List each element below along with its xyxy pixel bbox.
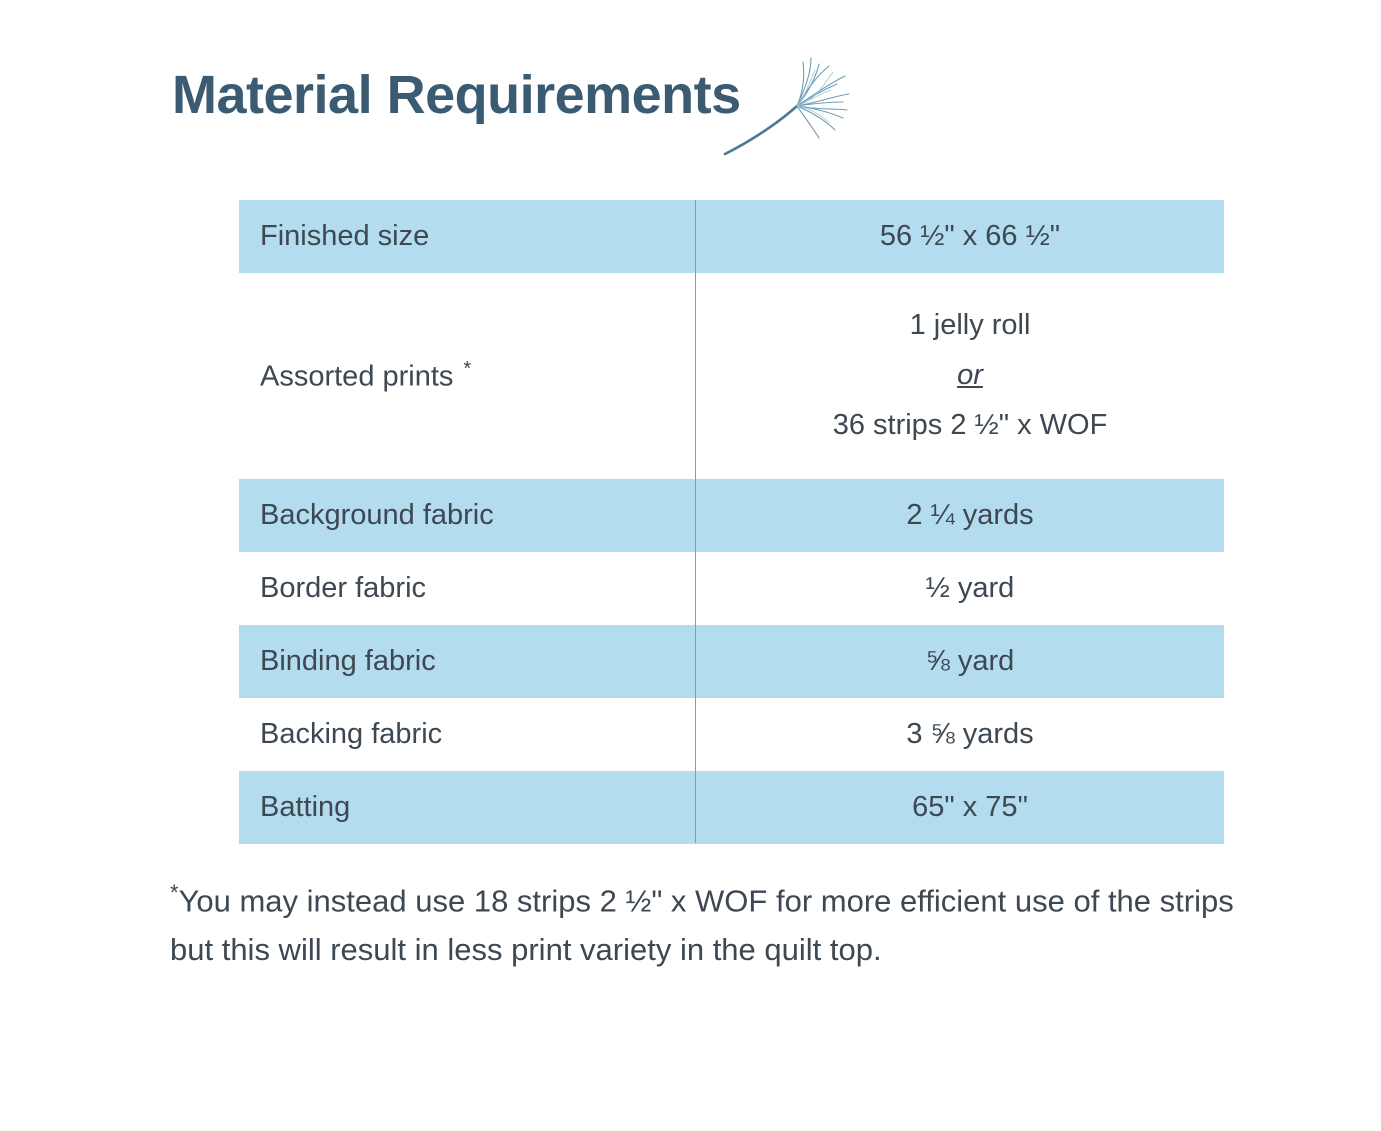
footnote-text: You may instead use 18 strips 2 ½" x WOF for more efficient use of the strips but this will result in less print variety in the quilt top. [170,883,1234,967]
row-value-line-3: 36 strips 2 ½" x WOF [832,408,1108,441]
footnote [170,876,1240,974]
row-value: ½ yard [925,572,1015,604]
row-label-text: Assorted prints [260,360,454,393]
table-row [239,200,1224,273]
footnote-marker: * [463,358,472,381]
material-requirements-table [239,200,1224,844]
row-label: Backing fabric [260,718,443,750]
page-header [172,66,859,165]
dandelion-seed-icon [719,50,859,165]
row-value: 2 ¼ yards [716,479,1224,552]
row-value: ⅝ yard [716,625,1224,698]
table-row [239,771,1224,844]
row-value: 3 ⅝ yards [906,718,1034,750]
row-value: 56 ½" x 66 ½" [716,200,1224,273]
footnote-star: * [170,880,179,905]
table-column-divider [695,200,696,843]
row-value-line-1: 1 jelly roll [909,309,1031,342]
row-label: Binding fabric [239,625,716,698]
row-label [239,273,716,479]
table-row [239,273,1224,479]
table-row [239,625,1224,698]
table-row [239,698,1224,771]
table-row [239,552,1224,625]
row-value [716,273,1224,479]
row-label: Border fabric [260,572,427,604]
table-row [239,479,1224,552]
row-label: Finished size [239,200,716,273]
row-label: Background fabric [239,479,716,552]
row-label: Batting [239,771,716,844]
row-value: 65" x 75" [716,771,1224,844]
page-title: Material Requirements [172,65,741,125]
row-value-or: or [957,359,983,392]
